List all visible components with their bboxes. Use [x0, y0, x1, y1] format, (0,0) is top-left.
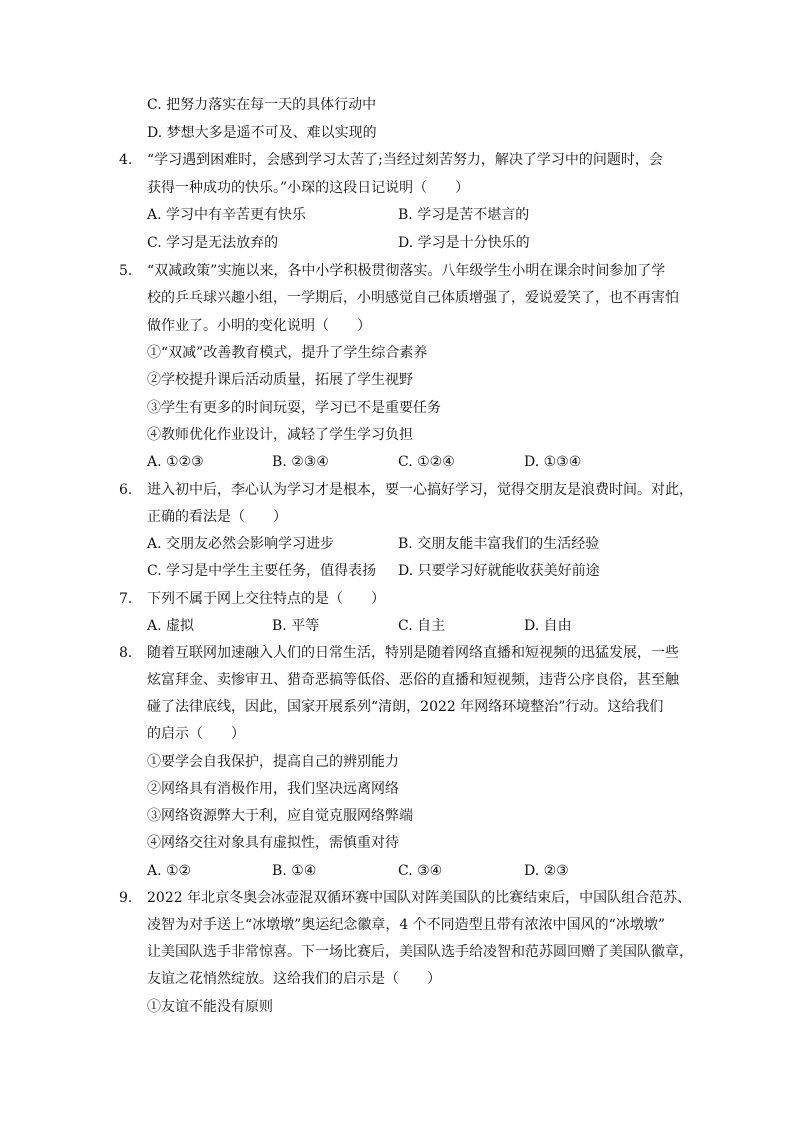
q5-statement-3: ③学生有更多的时间玩耍，学习已不是重要任务	[147, 400, 441, 416]
q8-stem-line-1: 随着互联网加速融入人们的日常生活，特别是随着网络直播和短视频的迅猛发展，一些	[147, 645, 679, 661]
q6-number: 6.	[119, 482, 133, 498]
q5-statement-2: ②学校提升课后活动质量，拓展了学生视野	[147, 372, 413, 388]
q7-option-b: B. 平等	[272, 618, 320, 634]
q5-statement-1: ①“双减”改善教育模式，提升了学生综合素养	[147, 345, 428, 361]
q5-stem-line-2: 校的乒乓球兴趣小组，一学期后，小明感觉自己体质增强了，爱说爱笑了，也不再害怕	[147, 290, 679, 306]
q6-stem-line-2: 正确的看法是（ ）	[147, 509, 287, 525]
q7-option-a: A. 虚拟	[147, 618, 195, 634]
q9-stem-line-1: 2022 年北京冬奥会冰壶混双循环赛中国队对阵美国队的比赛结束后，中国队组合范苏、	[147, 890, 692, 906]
q4-option-c: C. 学习是无法放弃的	[147, 235, 279, 251]
q8-statement-2: ②网络具有消极作用，我们坚决远离网络	[147, 781, 399, 797]
q5-statement-4: ④教师优化作业设计，减轻了学生学习负担	[147, 427, 413, 443]
q8-statement-4: ④网络交往对象具有虚拟性，需慎重对待	[147, 835, 399, 851]
q8-number: 8.	[119, 645, 133, 661]
q7-stem-line-1: 下列不属于网上交往特点的是（ ）	[147, 591, 385, 607]
q8-option-a: A. ①②	[147, 863, 192, 879]
q6-option-c: C. 学习是中学生主要任务，值得表扬	[147, 563, 377, 579]
q4-option-d: D. 学习是十分快乐的	[398, 235, 530, 251]
q5-number: 5.	[119, 263, 133, 279]
q8-stem-line-2: 炫富拜金、卖惨审丑、猎奇恶搞等低俗、恶俗的直播和短视频，违背公序良俗，甚至触	[147, 672, 679, 688]
q5-stem-line-1: “双减政策”实施以来，各中小学积极贯彻落实。八年级学生小明在课余时间参加了学	[147, 263, 666, 279]
q4-option-b: B. 学习是苦不堪言的	[398, 207, 530, 223]
q3-option-d: D. 梦想大多是遥不可及、难以实现的	[147, 125, 377, 141]
q6-stem-line-1: 进入初中后，李心认为学习才是根本，要一心搞好学习，觉得交朋友是浪费时间。对此，	[147, 482, 693, 498]
q7-option-c: C. 自主	[398, 618, 446, 634]
q8-stem-line-4: 的启示（ ）	[147, 726, 245, 742]
q5-option-d: D. ①③④	[524, 454, 582, 470]
q3-option-c: C. 把努力落实在每一天的具体行动中	[147, 97, 377, 113]
q6-option-d: D. 只要学习好就能收获美好前途	[398, 563, 600, 579]
q5-option-a: A. ①②③	[147, 454, 204, 470]
q8-option-c: C. ③④	[398, 863, 443, 879]
q5-option-c: C. ①②④	[398, 454, 455, 470]
q9-statement-1: ①友谊不能没有原则	[147, 999, 273, 1015]
q8-option-d: D. ②③	[524, 863, 569, 879]
q8-option-b: B. ①④	[272, 863, 317, 879]
q5-stem-line-3: 做作业了。小明的变化说明（ ）	[147, 318, 371, 334]
q6-option-a: A. 交朋友必然会影响学习进步	[147, 536, 335, 552]
q8-stem-line-3: 碰了法律底线，因此，国家开展系列“清朗，2022 年网络环境整治”行动。这给我们	[147, 699, 664, 715]
q4-stem-line-1: “学习遇到困难时，会感到学习太苦了;当经过刻苦努力，解决了学习中的问题时，会	[147, 152, 663, 168]
q7-number: 7.	[119, 591, 133, 607]
q9-stem-line-3: 让美国队选手非常惊喜。下一场比赛后，美国队选手给凌智和范苏圆回赠了美国队徽章，	[147, 944, 693, 960]
q8-statement-3: ③网络资源弊大于利，应自觉克服网络弊端	[147, 808, 413, 824]
q4-number: 4.	[119, 152, 133, 168]
q9-stem-line-2: 凌智为对手送上“冰墩墩”奥运纪念徽章，4 个不同造型且带有浓浓中国风的“冰墩墩”	[147, 917, 665, 933]
q9-number: 9.	[119, 890, 133, 906]
q6-option-b: B. 交朋友能丰富我们的生活经验	[398, 536, 600, 552]
q4-stem-line-2: 获得一种成功的快乐。”小琛的这段日记说明（ ）	[147, 180, 470, 196]
q5-option-b: B. ②③④	[272, 454, 329, 470]
q9-stem-line-4: 友谊之花悄然绽放。这给我们的启示是（ ）	[147, 971, 441, 987]
q4-option-a: A. 学习中有辛苦更有快乐	[147, 207, 307, 223]
q8-statement-1: ①要学会自我保护，提高自己的辨别能力	[147, 754, 399, 770]
q7-option-d: D. 自由	[524, 618, 572, 634]
